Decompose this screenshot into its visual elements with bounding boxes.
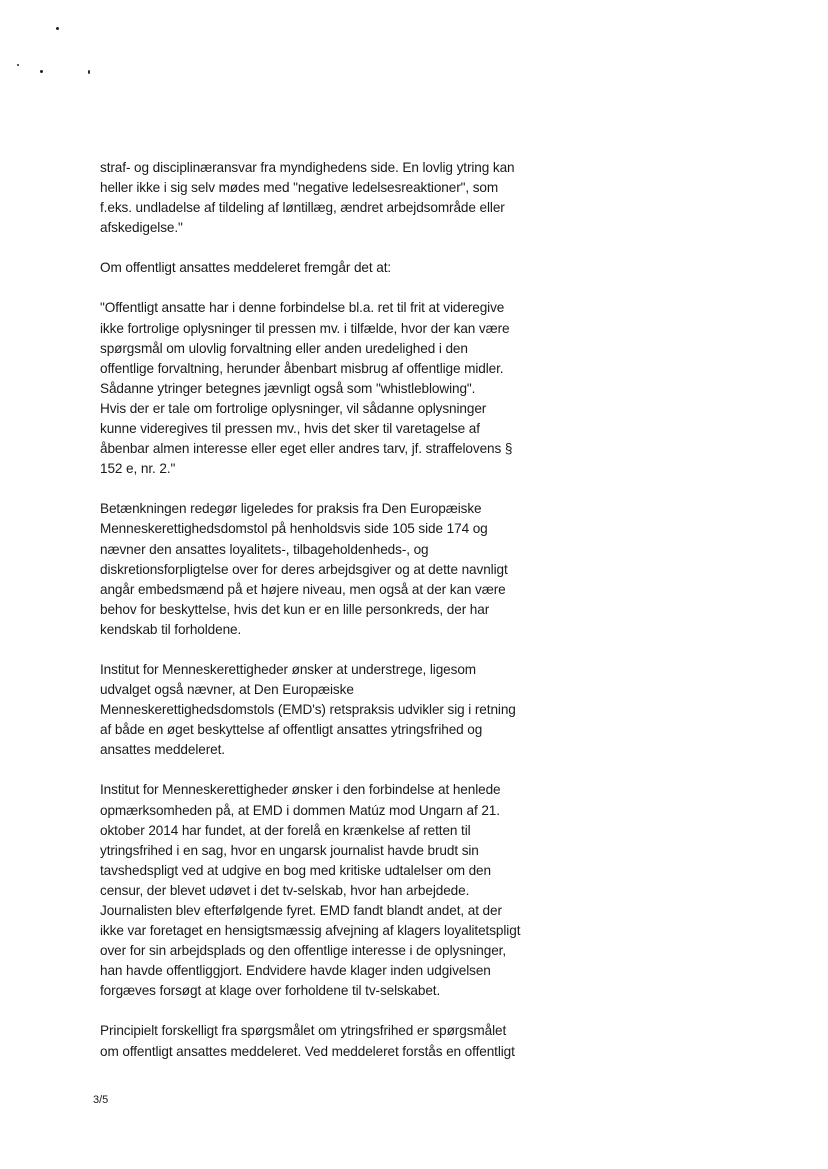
paragraph-betaenkning: Betænkningen redegør ligeledes for praksis fra Den Europæiske Menneskerettighedsdomstol på henholdsvis side 105 side 174 og nævner den ansattes loyalitets-, tilbageholdenheds-, og diskretionsforpligtelse over for deres arbejdsgiver og at dette navnligt angår embedsmænd på et højere niveau, men også at der kan være behov for beskyttelse, hvis det kun er en lille personkreds, der har kendskab til forholdene. [100, 501, 508, 637]
paragraph-quote-end: straf- og disciplinæransvar fra myndighedens side. En lovlig ytring kan heller ikke i sig selv mødes med "negative ledelsesreaktioner", som f.eks. undladelse af tildeling af løntillæg, ændret arbejdsområde eller afskedigelse." [100, 160, 515, 236]
scan-speck [17, 64, 19, 66]
paragraph-matuz-case: Institut for Menneskerettigheder ønsker i den forbindelse at henlede opmærksomheden på, at EMD i dommen Matúz mod Ungarn af 21. oktober 2014 har fundet, at der forelå en krænkelse af retten til ytringsfrihed i en sag, hvor en ungarsk journalist havde brudt sin tavshedspligt ved at udgive en bog med kritiske udtalelser om den censur, der blevet udøvet i det tv-selskab, hvor han arbejdede. Journalisten blev efterfølgende fyret. EMD fandt blandt andet, at der ikke var foretaget en hensigtsmæssig afvejning af klagers loyalitetspligt over for sin arbejdsplads og den offentlige interesse i de oplysninger, han havde offentliggjort. Endvidere havde klager inden udgivelsen forgæves forsøgt at klage over forholdene til tv-selskabet. [100, 782, 521, 999]
paragraph-principielt: Principielt forskelligt fra spørgsmålet om ytringsfrihed er spørgsmålet om offentligt ansattes meddeleret. Ved meddeleret forstås en offentligt [100, 1023, 515, 1059]
scan-speck [88, 70, 90, 74]
paragraph-institut-understrege: Institut for Menneskerettigheder ønsker at understrege, ligesom udvalget også nævner, at Den Europæiske Menneskerettighedsdomstols (EMD's) retspraksis udvikler sig i retning af både en øget beskyttelse af offentligt ansattes ytringsfrihed og ansattes meddeleret. [100, 661, 516, 758]
paragraph-whistleblowing-quote: "Offentligt ansatte har i denne forbindelse bl.a. ret til frit at videregive ikke fortrolige oplysninger til pressen mv. i tilfælde, hvor der kan være spørgsmål om ulovlig forvaltning eller anden uredelighed i den offentlige forvaltning, herunder åbenbart misbrug af offentlige midler. Sådanne ytringer betegnes jævnligt også som "whistleblowing". Hvis der er tale om fortrolige oplysninger, vil sådanne oplysninger kunne videregives til pressen mv., hvis det sker til varetagelse af åbenbar almen interesse eller eget eller andres tarv, jf. straffelovens § 152 e, nr. 2." [100, 300, 513, 477]
scan-speck [56, 27, 59, 30]
page-number: 3/5 [93, 1094, 109, 1106]
scan-speck [40, 70, 43, 73]
document-body [100, 158, 580, 1062]
paragraph-meddeleret-intro: Om offentligt ansattes meddeleret fremgår det at: [100, 260, 392, 276]
